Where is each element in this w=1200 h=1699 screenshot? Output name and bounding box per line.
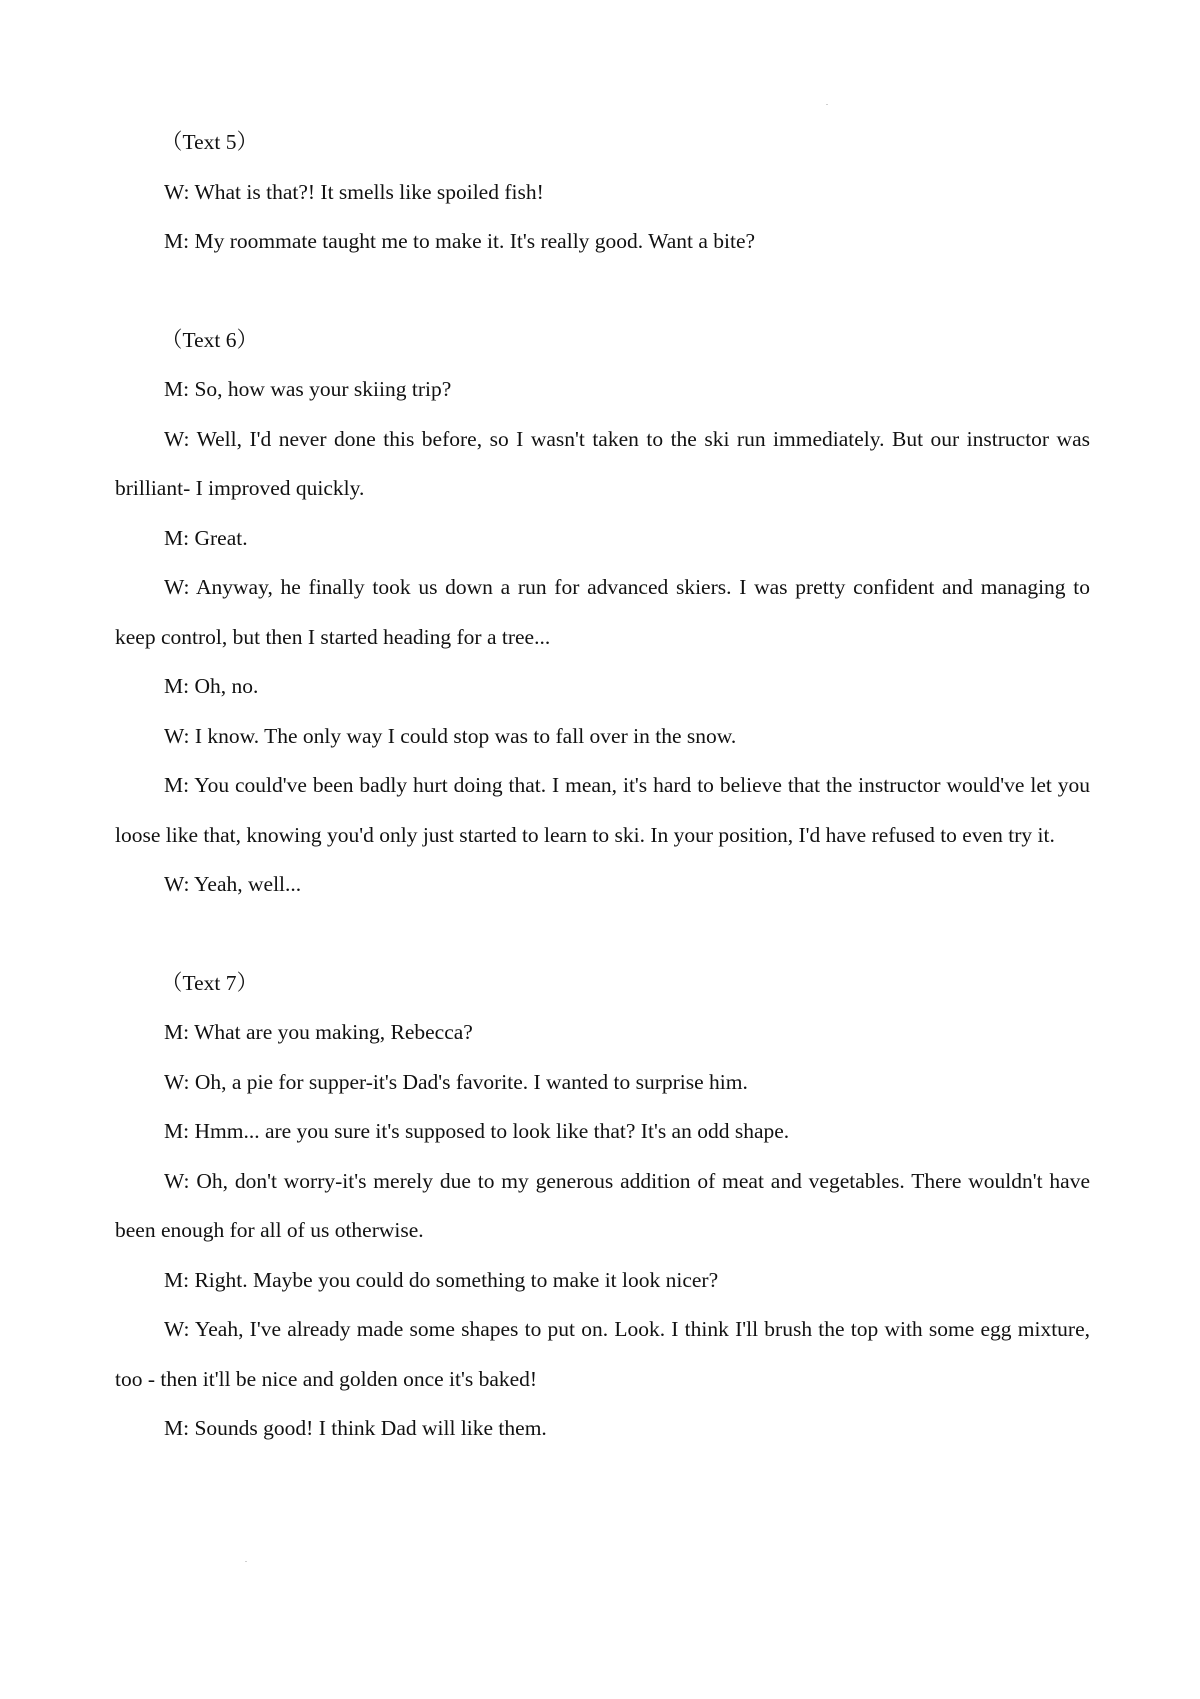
dialogue-line: M: You could've been badly hurt doing that. I mean, it's hard to believe that the instructor would've let you loose like that, knowing you'd only just started to learn to ski. In your position, I'd have refused to even try it.: [115, 773, 1090, 847]
dialogue-line: W: Oh, a pie for supper-it's Dad's favorite. I wanted to surprise him.: [164, 1069, 748, 1094]
scan-mark: [245, 1561, 247, 1562]
section-heading: （Text 5）: [161, 130, 259, 154]
dialogue-line: M: What are you making, Rebecca?: [164, 1020, 473, 1044]
section-heading: （Text 6）: [161, 327, 259, 352]
text-6-section: [115, 316, 1090, 910]
dialogue-line: W: What is that?! It smells like spoiled fish!: [164, 179, 544, 204]
text-7-section: [115, 959, 1090, 1454]
dialogue-line: W: Oh, don't worry-it's merely due to my generous addition of meat and vegetables. There wouldn't have been enough for all of us otherwise.: [115, 1168, 1090, 1242]
dialogue-line: W: I know. The only way I could stop was to fall over in the snow.: [164, 723, 737, 748]
text-5-section: [115, 118, 1090, 267]
dialogue-line: M: So, how was your skiing trip?: [164, 377, 452, 401]
dialogue-line: M: Oh, no.: [164, 674, 259, 698]
dialogue-line: W: Well, I'd never done this before, so I wasn't taken to the ski run immediately. But our instructor was brilliant- I improved quickly.: [115, 426, 1090, 500]
section-heading: （Text 7）: [161, 970, 259, 995]
dialogue-line: M: Great.: [164, 525, 248, 550]
dialogue-line: W: Yeah, well...: [164, 872, 302, 896]
transcript-page: [115, 118, 1090, 1454]
scan-mark: [826, 104, 828, 105]
dialogue-line: M: Right. Maybe you could do something to make it look nicer?: [164, 1267, 719, 1292]
dialogue-line: M: Hmm... are you sure it's supposed to look like that? It's an odd shape.: [164, 1119, 790, 1143]
dialogue-line: W: Yeah, I've already made some shapes to put on. Look. I think I'll brush the top with some egg mixture, too - then it'll be nice and golden once it's baked!: [115, 1317, 1090, 1391]
dialogue-line: M: My roommate taught me to make it. It's really good. Want a bite?: [164, 229, 756, 253]
dialogue-line: M: Sounds good! I think Dad will like them.: [164, 1416, 547, 1440]
dialogue-line: W: Anyway, he finally took us down a run for advanced skiers. I was pretty confident and managing to keep control, but then I started heading for a tree...: [115, 575, 1090, 649]
